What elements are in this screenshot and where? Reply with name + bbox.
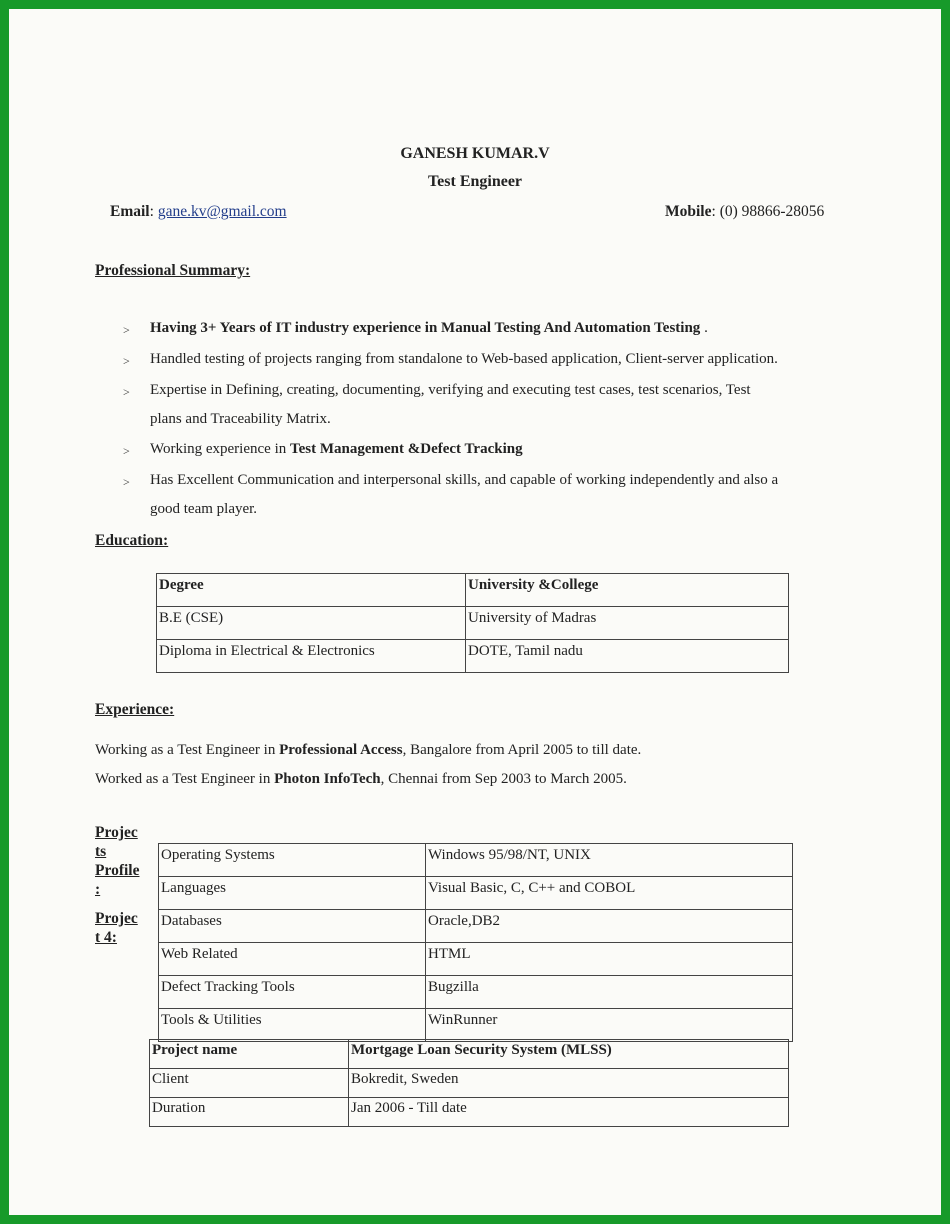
table-row [159,844,793,877]
summary-item: Handled testing of projects ranging from standalone to Web-based application, Client-server application. [150,351,778,367]
education-heading: Education: [95,532,169,549]
table-header-row [150,1040,789,1069]
summary-item-continuation: plans and Traceability Matrix. [150,411,331,427]
table-cell: University of Madras [466,607,789,640]
table-row [157,607,789,640]
summary-item: Working experience in Test Management &Defect Tracking [150,441,523,457]
table-header-cell: Mortgage Loan Security System (MLSS) [349,1040,789,1069]
table-header-cell: University &College [466,574,789,607]
arrowhead-bullet-icon: > [123,323,130,337]
summary-item: Expertise in Defining, creating, documenting, verifying and executing test cases, test scenarios, Test [150,382,751,398]
projects-profile-heading: Projec ts Profile : [95,824,140,898]
email-line: Email: gane.kv@gmail.com [110,203,287,220]
mobile-line: Mobile: (0) 98866-28056 [665,203,825,220]
project-details-table [149,1039,789,1127]
table-cell: WinRunner [426,1009,793,1042]
arrowhead-bullet-icon: > [123,385,130,399]
table-row [159,976,793,1009]
table-cell: Tools & Utilities [159,1009,426,1042]
table-cell: Client [150,1069,349,1098]
table-header-row [157,574,789,607]
mobile-label: Mobile [665,203,712,220]
table-cell: Defect Tracking Tools [159,976,426,1009]
table-cell: HTML [426,943,793,976]
table-row [159,910,793,943]
table-cell: Databases [159,910,426,943]
mobile-number: (0) 98866-28056 [719,203,825,220]
email-label: Email [110,203,150,220]
table-cell: B.E (CSE) [157,607,466,640]
table-row [159,1009,793,1042]
table-row [150,1098,789,1127]
arrowhead-bullet-icon: > [123,475,130,489]
table-cell: Windows 95/98/NT, UNIX [426,844,793,877]
table-cell: Languages [159,877,426,910]
education-table [156,573,789,673]
table-row [159,943,793,976]
arrowhead-bullet-icon: > [123,354,130,368]
table-cell: Bugzilla [426,976,793,1009]
table-row [157,640,789,673]
email-link[interactable]: gane.kv@gmail.com [157,203,287,220]
table-cell: Jan 2006 - Till date [349,1098,789,1127]
table-cell: Diploma in Electrical & Electronics [157,640,466,673]
summary-item: Having 3+ Years of IT industry experience in Manual Testing And Automation Testing . [150,320,708,336]
summary-heading: Professional Summary: [95,262,251,279]
experience-line: Working as a Test Engineer in Professional Access, Bangalore from April 2005 to till date. [95,742,642,758]
experience-heading: Experience: [95,701,175,718]
table-cell: Visual Basic, C, C++ and COBOL [426,877,793,910]
table-header-cell: Degree [157,574,466,607]
table-cell: Operating Systems [159,844,426,877]
table-header-cell: Project name [150,1040,349,1069]
candidate-title: Test Engineer [427,173,523,190]
candidate-name: GANESH KUMAR.V [400,145,550,162]
table-cell: DOTE, Tamil nadu [466,640,789,673]
table-cell: Oracle,DB2 [426,910,793,943]
table-cell: Bokredit, Sweden [349,1069,789,1098]
table-row [159,877,793,910]
summary-item-continuation: good team player. [150,501,258,517]
resume-page [9,9,941,1215]
summary-item: Has Excellent Communication and interpersonal skills, and capable of working independently and also a [150,472,779,488]
table-cell: Duration [150,1098,349,1127]
table-row [150,1069,789,1098]
project-4-heading: Projec t 4: [95,910,138,946]
arrowhead-bullet-icon: > [123,444,130,458]
table-cell: Web Related [159,943,426,976]
skills-table [158,843,793,1042]
experience-line: Worked as a Test Engineer in Photon InfoTech, Chennai from Sep 2003 to March 2005. [95,771,627,787]
